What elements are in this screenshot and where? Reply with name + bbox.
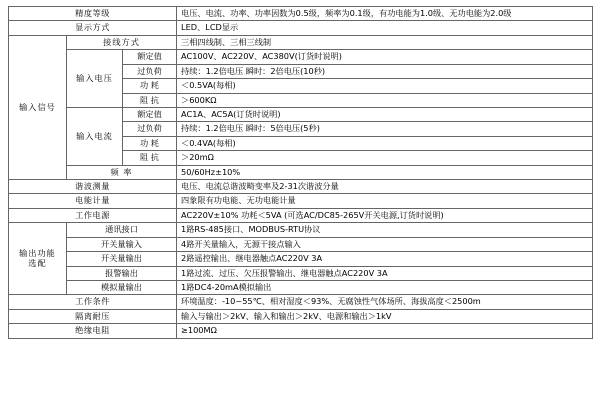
row-value-current-rated: AC1A、AC5A(订货时说明) — [177, 107, 593, 121]
row-label-voltage-rated: 额定值 — [123, 50, 177, 64]
row-value-power-supply: AC220V±10% 功耗＜5VA (可选AC/DC85-265V开关电源,订货时说明) — [177, 208, 593, 222]
table-row — [9, 252, 593, 266]
row-label-voltage-overload: 过负荷 — [123, 64, 177, 78]
row-label-connection: 接线方式 — [67, 35, 177, 49]
table-row — [9, 223, 593, 237]
row-label-working-conditions: 工作条件 — [9, 295, 177, 309]
row-label-comm-interface: 通讯接口 — [67, 223, 177, 237]
table-row — [9, 266, 593, 280]
specification-table — [8, 6, 593, 339]
row-value-energy: 四象限有功电能、无功电能计量 — [177, 194, 593, 208]
row-value-analog-output: 1路DC4-20mA模拟输出 — [177, 281, 593, 295]
row-value-voltage-overload: 持续：1.2倍电压 瞬时：2倍电压(10秒) — [177, 64, 593, 78]
group-label-input-voltage: 输入电压 — [67, 50, 123, 108]
row-value-display: LED、LCD显示 — [177, 21, 593, 35]
row-value-current-consumption: ＜0.4VA(每相) — [177, 136, 593, 150]
table-row — [9, 50, 593, 64]
table-row — [9, 208, 593, 222]
table-row — [9, 309, 593, 323]
row-label-voltage-impedance: 阻 抗 — [123, 93, 177, 107]
output-label-line2: 选配 — [28, 257, 47, 268]
row-value-voltage-rated: AC100V、AC220V、AC380V(订货时说明) — [177, 50, 593, 64]
table-row — [9, 237, 593, 251]
table-row — [9, 165, 593, 179]
table-row — [9, 281, 593, 295]
row-label-current-rated: 额定值 — [123, 107, 177, 121]
row-value-accuracy: 电压、电流、功率、功率因数为0.5级，频率为0.1级，有功电能为1.0级、无功电能为2.0级 — [177, 7, 593, 21]
row-label-current-overload: 过负荷 — [123, 122, 177, 136]
output-label-line1: 输出功能 — [19, 248, 56, 259]
table-row — [9, 35, 593, 49]
row-label-power-supply: 工作电源 — [9, 208, 177, 222]
row-label-isolation: 隔离耐压 — [9, 309, 177, 323]
row-label-accuracy: 精度等级 — [9, 7, 177, 21]
row-value-do: 2路遥控输出、继电器触点AC220V 3A — [177, 252, 593, 266]
table-row — [9, 324, 593, 338]
row-label-current-consumption: 功 耗 — [123, 136, 177, 150]
row-value-frequency: 50/60Hz±10% — [177, 165, 593, 179]
row-label-insulation: 绝缘电阻 — [9, 324, 177, 338]
row-label-current-impedance: 阻 抗 — [123, 151, 177, 165]
row-label-harmonic: 谐波测量 — [9, 180, 177, 194]
row-label-energy: 电能计量 — [9, 194, 177, 208]
row-value-insulation: ≥100MΩ — [177, 324, 593, 338]
row-value-voltage-impedance: ＞600KΩ — [177, 93, 593, 107]
table-row — [9, 107, 593, 121]
table-row — [9, 7, 593, 21]
table-row — [9, 21, 593, 35]
row-label-analog-output: 模拟量输出 — [67, 281, 177, 295]
table-row — [9, 295, 593, 309]
row-value-current-overload: 持续：1.2倍电压 瞬时：5倍电压(5秒) — [177, 122, 593, 136]
table-row — [9, 194, 593, 208]
row-label-do: 开关量输出 — [67, 252, 177, 266]
row-value-isolation: 输入与输出＞2kV、输入和输出＞2kV、电源和输出＞1kV — [177, 309, 593, 323]
row-label-display: 显示方式 — [9, 21, 177, 35]
row-label-voltage-consumption: 功 耗 — [123, 79, 177, 93]
row-value-working-conditions: 环境温度：-10~55℃、相对湿度＜93%、无腐蚀性气体场所、海拔高度＜2500m — [177, 295, 593, 309]
row-value-connection: 三相四线制、三相三线制 — [177, 35, 593, 49]
row-label-di: 开关量输入 — [67, 237, 177, 251]
row-label-alarm-output: 报警输出 — [67, 266, 177, 280]
row-value-current-impedance: ＞20mΩ — [177, 151, 593, 165]
row-value-alarm-output: 1路过流、过压、欠压报警输出、继电器触点AC220V 3A — [177, 266, 593, 280]
group-label-output-function — [9, 223, 67, 295]
row-value-comm-interface: 1路RS-485接口、MODBUS-RTU协议 — [177, 223, 593, 237]
row-value-voltage-consumption: ＜0.5VA(每相) — [177, 79, 593, 93]
group-label-input-signal: 输入信号 — [9, 35, 67, 179]
row-value-harmonic: 电压、电流总谐波畸变率及2-31次谐波分量 — [177, 180, 593, 194]
group-label-input-current: 输入电流 — [67, 107, 123, 165]
row-value-di: 4路开关量输入，无源干接点输入 — [177, 237, 593, 251]
row-label-frequency: 频 率 — [67, 165, 177, 179]
table-row — [9, 180, 593, 194]
